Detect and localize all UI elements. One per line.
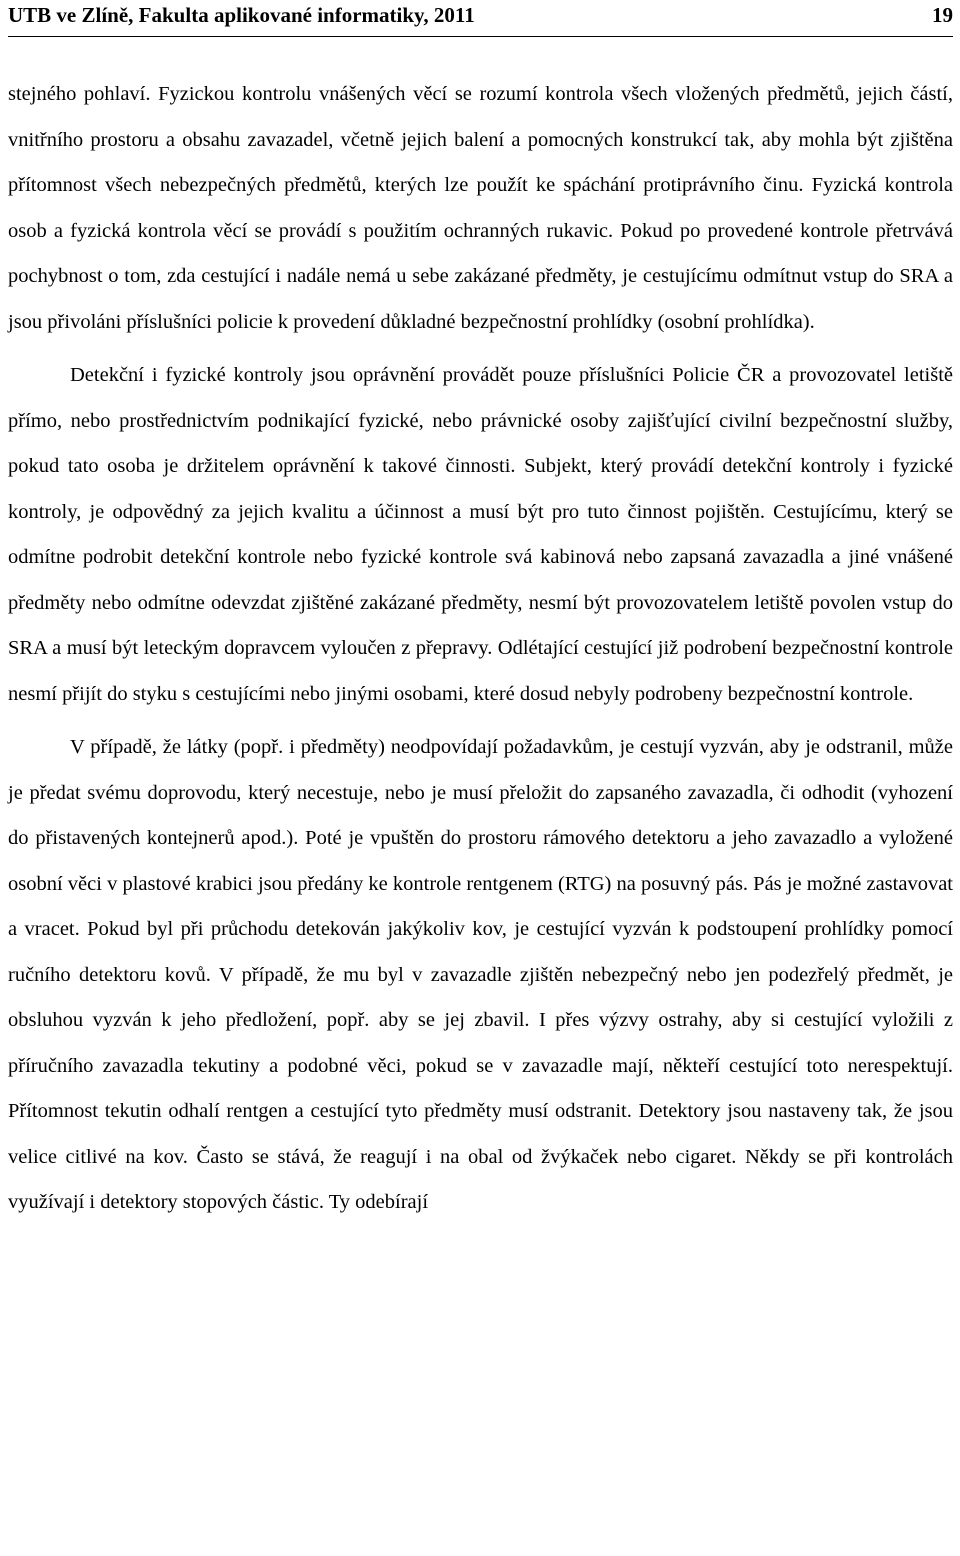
header-title: UTB ve Zlíně, Fakulta aplikované informatiky, 2011 <box>8 3 475 27</box>
document-body <box>8 72 953 1226</box>
page-header <box>8 0 953 37</box>
paragraph-detection-controls: Detekční i fyzické kontroly jsou oprávnění provádět pouze příslušníci Policie ČR a provozovatel letiště přímo, nebo prostřednictvím podnikající fyzické, nebo právnické osoby zajišťující civilní bezpečnostní služby, pokud tato osoba je držitelem oprávnění k takové činnosti. Subjekt, který provádí detekční kontroly i fyzické kontroly, je odpovědný za jejich kvalitu a účinnost a musí být pro tuto činnost pojištěn. Cestujícímu, který se odmítne podrobit detekční kontrole nebo fyzické kontrole svá kabinová nebo zapsaná zavazadla a jiné vnášené předměty nebo odmítne odevzdat zjištěné zakázané předměty, nesmí být provozovatelem letiště povolen vstup do SRA a musí být leteckým dopravcem vyloučen z přepravy. Odlétající cestující již podrobení bezpečnostní kontrole nesmí přijít do styku s cestujícími nebo jinými osobami, které dosud nebyly podrobeny bezpečnostní kontrole. <box>8 364 953 705</box>
paragraph-continuation: stejného pohlaví. Fyzickou kontrolu vnášených věcí se rozumí kontrola všech vložených předmětů, jejich částí, vnitřního prostoru a obsahu zavazadel, včetně jejich balení a pomocných konstrukcí tak, aby mohla být zjištěna přítomnost všech nebezpečných předmětů, kterých lze použít ke spáchání protiprávního činu. Fyzická kontrola osob a fyzická kontrola věcí se provádí s použitím ochranných rukavic. Pokud po provedené kontrole přetrvává pochybnost o tom, zda cestující i nadále nemá u sebe zakázané předměty, je cestujícímu odmítnut vstup do SRA a jsou přivoláni příslušníci policie k provedení důkladné bezpečnostní prohlídky (osobní prohlídka). <box>8 83 953 333</box>
page-number: 19 <box>932 3 953 27</box>
paragraph-prohibited-items: V případě, že látky (popř. i předměty) neodpovídají požadavkům, je cestují vyzván, aby je odstranil, může je předat svému doprovodu, který necestuje, nebo je musí přeložit do zapsaného zavazadla, či odhodit (vyhození do přistavených kontejnerů apod.). Poté je vpuštěn do prostoru rámového detektoru a jeho zavazadlo a vyložené osobní věci v plastové krabici jsou předány ke kontrole rentgenem (RTG) na posuvný pás. Pás je možné zastavovat a vracet. Pokud byl při průchodu detekován jakýkoliv kov, je cestující vyzván k podstoupení prohlídky pomocí ručního detektoru kovů. V případě, že mu byl v zavazadle zjištěn nebezpečný nebo jen podezřelý předmět, je obsluhou vyzván k jeho předložení, popř. aby se jej zbavil. I přes výzvy ostrahy, aby si cestující vyložili z příručního zavazadla tekutiny a podobné věci, pokud se v zavazadle mají, někteří cestující toto nerespektují. Přítomnost tekutin odhalí rentgen a cestující tyto předměty musí odstranit. Detektory jsou nastaveny tak, že jsou velice citlivé na kov. Často se stává, že reagují i na obal od žvýkaček nebo cigaret. Někdy se při kontrolách využívají i detektory stopových částic. Ty odebírají <box>8 736 953 1213</box>
